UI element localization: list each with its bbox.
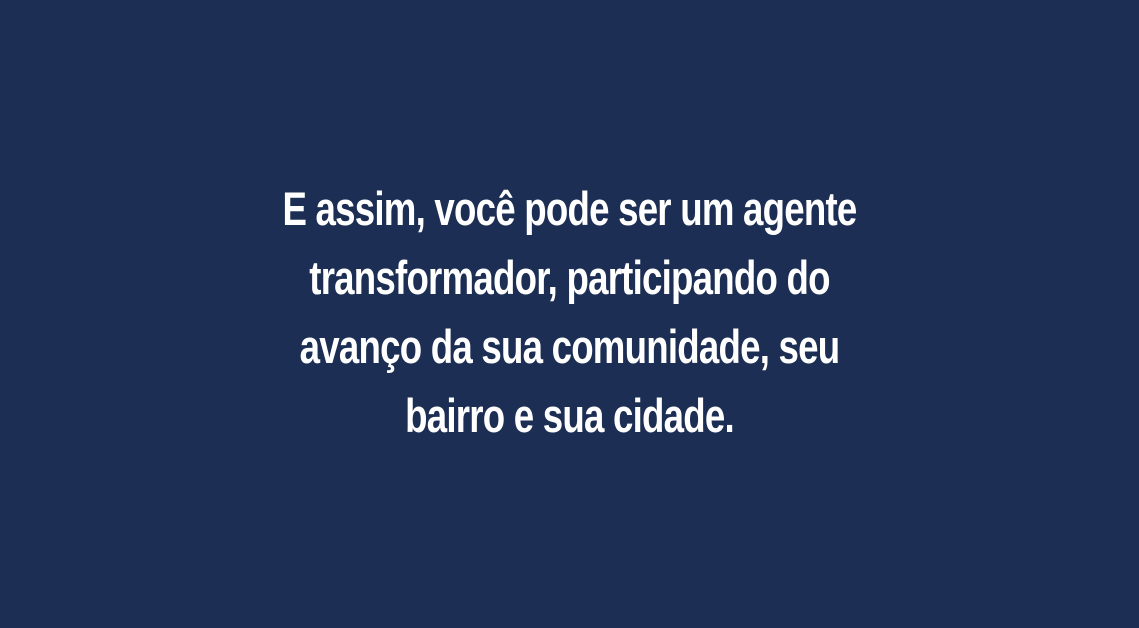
quote-line-1: E assim, você pode ser um agente [282, 182, 857, 235]
quote-line-4: bairro e sua cidade. [405, 389, 734, 442]
quote-text [0, 174, 1139, 450]
quote-line-2: transformador, participando do [309, 251, 830, 304]
quote-line-3: avanço da sua comunidade, seu [299, 320, 840, 373]
